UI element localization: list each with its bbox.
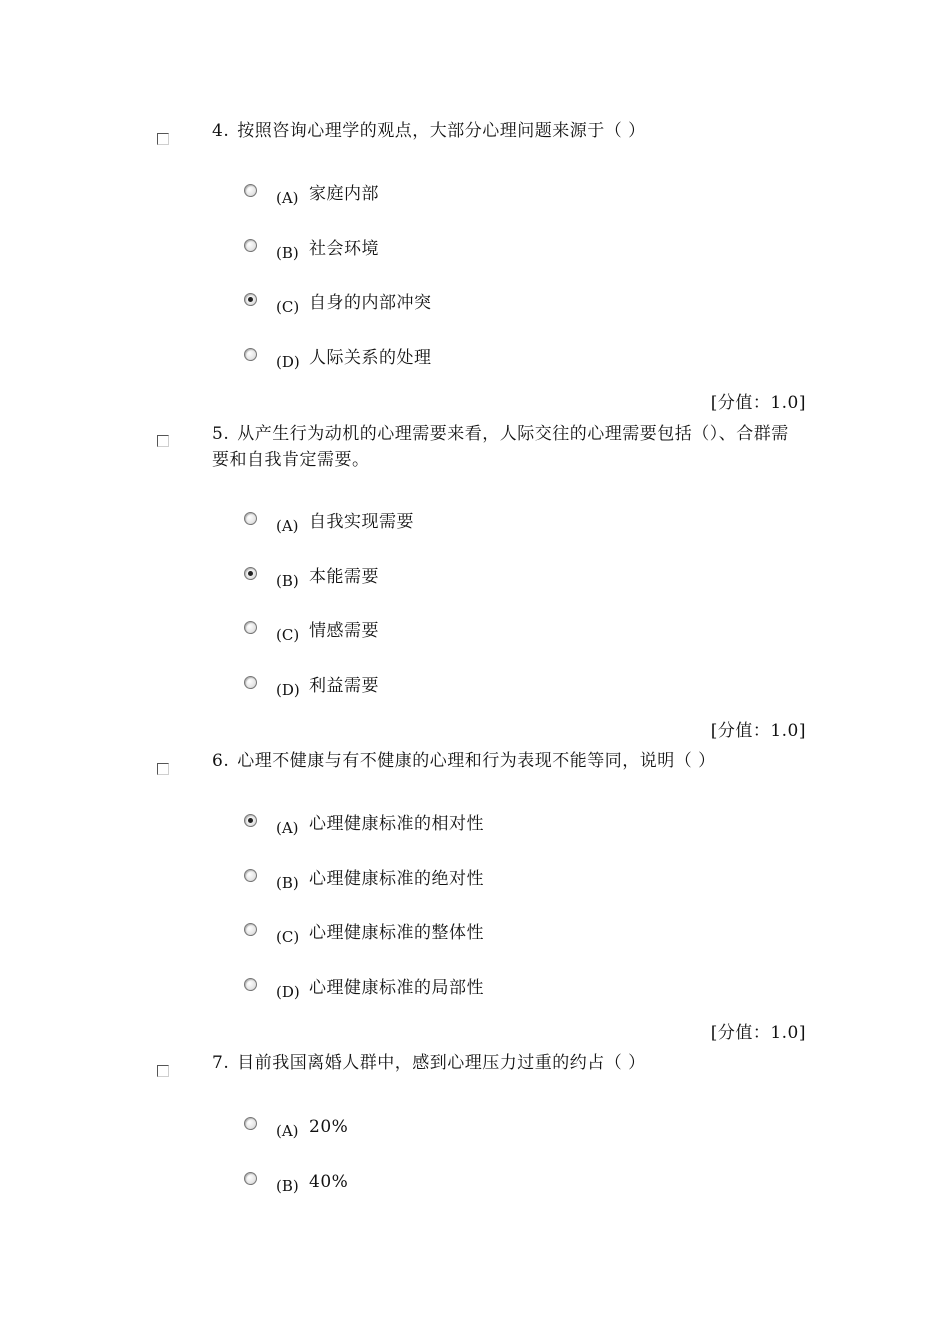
option-6b[interactable] <box>0 869 950 899</box>
option-text: 人际关系的处理 <box>309 348 432 368</box>
option-5b[interactable] <box>0 567 950 597</box>
score-label: [分值：1.0] <box>710 721 806 741</box>
option-text: 心理健康标准的相对性 <box>309 814 484 834</box>
option-7a[interactable] <box>0 1117 950 1147</box>
question-stem: 心理不健康与有不健康的心理和行为表现不能等同，说明（ ） <box>237 751 716 771</box>
option-letter: (B) <box>276 1177 299 1195</box>
radio-button[interactable] <box>244 621 257 634</box>
option-5a[interactable] <box>0 512 950 542</box>
option-text: 心理健康标准的局部性 <box>309 978 484 998</box>
radio-button[interactable] <box>244 348 257 361</box>
option-letter: (C) <box>276 626 300 644</box>
score-label: [分值：1.0] <box>710 393 806 413</box>
option-text: 20% <box>309 1117 349 1137</box>
question-stem: 目前我国离婚人群中，感到心理压力过重的约占（ ） <box>237 1053 646 1073</box>
option-text: 40% <box>309 1172 349 1192</box>
option-4b[interactable] <box>0 239 950 269</box>
option-text: 心理健康标准的绝对性 <box>309 869 484 889</box>
question-4-text <box>212 118 802 144</box>
question-number: 7. <box>212 1053 230 1073</box>
radio-button[interactable] <box>244 869 257 882</box>
radio-button[interactable] <box>244 1172 257 1185</box>
option-4a[interactable] <box>0 184 950 214</box>
radio-button-selected[interactable] <box>244 293 257 306</box>
option-5c[interactable] <box>0 621 950 651</box>
radio-button-selected[interactable] <box>244 567 257 580</box>
radio-button[interactable] <box>244 184 257 197</box>
option-6a[interactable] <box>0 814 950 844</box>
option-text: 利益需要 <box>309 676 379 696</box>
score-label: [分值：1.0] <box>710 1023 806 1043</box>
question-6-checkbox[interactable] <box>157 763 169 775</box>
option-letter: (A) <box>276 1122 299 1140</box>
radio-button-selected[interactable] <box>244 814 257 827</box>
option-text: 家庭内部 <box>309 184 379 204</box>
question-7-checkbox[interactable] <box>157 1065 169 1077</box>
option-letter: (B) <box>276 244 299 262</box>
question-stem: 从产生行为动机的心理需要来看，人际交往的心理需要包括（）、合群需要和自我肯定需要。 <box>212 424 789 470</box>
option-letter: (B) <box>276 874 299 892</box>
option-6c[interactable] <box>0 923 950 953</box>
radio-button[interactable] <box>244 1117 257 1130</box>
radio-button[interactable] <box>244 978 257 991</box>
option-text: 自我实现需要 <box>309 512 414 532</box>
option-text: 本能需要 <box>309 567 379 587</box>
radio-button[interactable] <box>244 676 257 689</box>
option-text: 心理健康标准的整体性 <box>309 923 484 943</box>
question-7-text <box>212 1050 802 1076</box>
radio-button[interactable] <box>244 923 257 936</box>
radio-button[interactable] <box>244 512 257 525</box>
question-6-text <box>212 748 802 774</box>
option-letter: (C) <box>276 928 300 946</box>
option-letter: (A) <box>276 517 299 535</box>
option-text: 自身的内部冲突 <box>309 293 432 313</box>
option-6d[interactable] <box>0 978 950 1008</box>
question-5-text <box>212 421 802 473</box>
question-stem: 按照咨询心理学的观点，大部分心理问题来源于（ ） <box>237 121 646 141</box>
question-5-checkbox[interactable] <box>157 435 169 447</box>
question-number: 5. <box>212 424 230 444</box>
option-letter: (D) <box>276 681 300 699</box>
question-number: 6. <box>212 751 230 771</box>
question-number: 4. <box>212 121 230 141</box>
option-letter: (D) <box>276 983 300 1001</box>
question-4-checkbox[interactable] <box>157 133 169 145</box>
option-letter: (A) <box>276 819 299 837</box>
option-letter: (D) <box>276 353 300 371</box>
option-text: 情感需要 <box>309 621 379 641</box>
option-4c[interactable] <box>0 293 950 323</box>
option-letter: (B) <box>276 572 299 590</box>
option-letter: (C) <box>276 298 300 316</box>
option-7b[interactable] <box>0 1172 950 1202</box>
option-5d[interactable] <box>0 676 950 706</box>
radio-button[interactable] <box>244 239 257 252</box>
option-letter: (A) <box>276 189 299 207</box>
option-4d[interactable] <box>0 348 950 378</box>
option-text: 社会环境 <box>309 239 379 259</box>
